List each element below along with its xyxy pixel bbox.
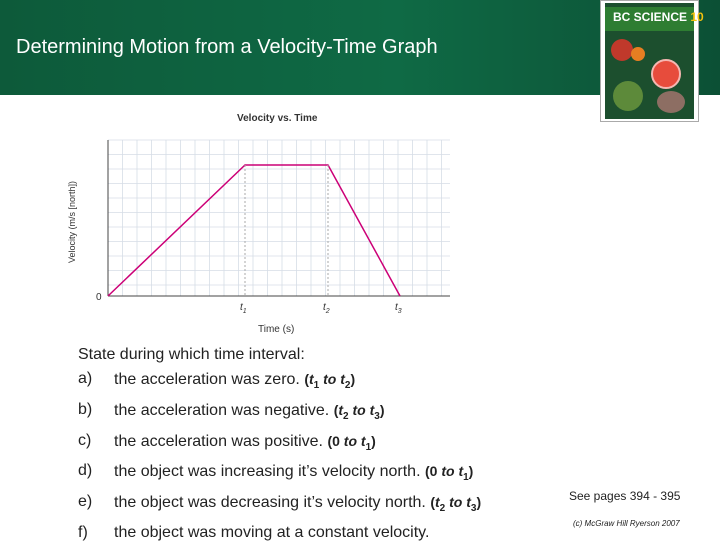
question-text: the object was increasing it’s velocity north. [114, 463, 421, 481]
question-item [78, 490, 558, 521]
question-text: the object was decreasing it’s velocity north. [114, 494, 426, 512]
question-letter: e) [78, 493, 93, 511]
cover-art [605, 3, 704, 119]
question-letter: c) [78, 431, 92, 449]
cover-fruit-image [611, 39, 633, 61]
question-answer: (0 to $t_1$) [327, 432, 376, 453]
question-answer: ($t_1$ to $t_2$) [304, 371, 356, 391]
cover-rock-image [657, 91, 685, 113]
cover-number: 10 [690, 10, 704, 24]
graph-grid [108, 140, 450, 296]
textbook-cover-image [600, 0, 704, 122]
question-text: the acceleration was zero. [114, 371, 300, 388]
question-letter: b) [78, 400, 93, 418]
question-item [78, 459, 558, 490]
graph-y-axis-label: Velocity (m/s [north]) [67, 180, 77, 264]
question-answer: ($t_2$ to $t_3$) [333, 401, 385, 422]
question-item [78, 429, 558, 460]
question-block [78, 343, 558, 545]
question-answer: (0 to $t_1$) [424, 463, 474, 484]
cover-leaf-image [613, 81, 643, 111]
tick-t2: $t_2$ [323, 302, 330, 315]
question-intro: State during which time interval: [78, 346, 305, 363]
cover-fruit-image [631, 47, 645, 61]
graph-origin-label: 0 [96, 292, 102, 303]
velocity-time-graph [108, 140, 452, 300]
question-item [78, 521, 558, 545]
tick-t1: $t_1$ [240, 302, 247, 315]
question-letter: a) [78, 370, 93, 387]
question-letter: f) [78, 523, 88, 541]
question-item [78, 398, 558, 429]
graph-x-axis-label: Time (s) [258, 324, 295, 335]
cover-circle-image [651, 59, 681, 89]
cover-title-text: BC SCIENCE [613, 10, 688, 24]
question-text: the acceleration was negative. [114, 401, 330, 419]
question-answer: ($t_2$ to $t_3$) [430, 494, 482, 514]
question-letter: d) [78, 462, 93, 480]
tick-t3: $t_3$ [395, 302, 402, 315]
copyright-note: (c) McGraw Hill Ryerson 2007 [573, 519, 680, 528]
cover-title [613, 10, 704, 24]
see-pages-note: See pages 394 - 395 [569, 489, 681, 503]
question-item [78, 367, 558, 398]
question-text: the acceleration was positive. [114, 432, 323, 450]
question-text: the object was moving at a constant velocity. [114, 523, 430, 541]
slide-title: Determining Motion from a Velocity-Time Graph [16, 36, 438, 58]
graph-title: Velocity vs. Time [237, 113, 318, 124]
